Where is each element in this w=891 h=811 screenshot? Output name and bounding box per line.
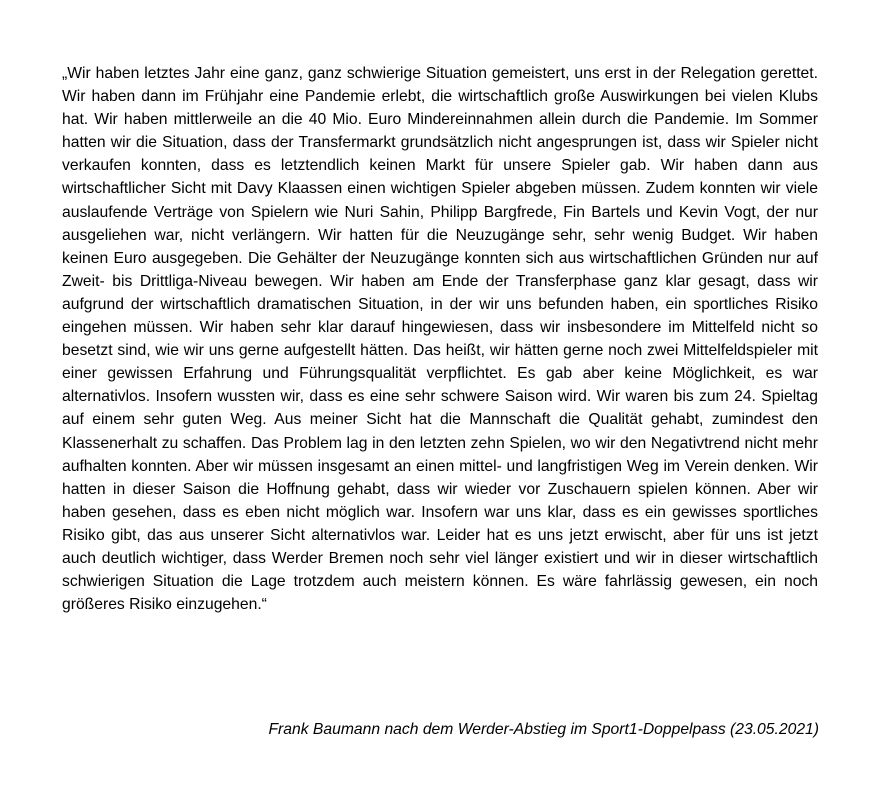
quote-attribution: Frank Baumann nach dem Werder-Abstieg im Sport1-Doppelpass (23.05.2021) xyxy=(268,721,819,738)
quote-paragraph: „Wir haben letztes Jahr eine ganz, ganz schwierige Situation gemeistert, uns erst in der Relegation gerettet. Wir haben dann im Frühjahr eine Pandemie erlebt, die wirtschaftlich große Auswirkungen bei vielen Klubs hat. Wir haben mittlerweile an die 40 Mio. Euro Mindereinnahmen allein durch die Pandemie. Im Sommer hatten wir die Situation, dass der Transfermarkt grundsätzlich nicht angesprungen ist, dass wir Spieler nicht verkaufen konnten, dass es letztendlich keinen Markt für unsere Spieler gab. Wir haben dann aus wirtschaftlicher Sicht mit Davy Klaassen einen wichtigen Spieler abgeben müssen. Zudem konnten wir viele auslaufende Verträge von Spielern wie Nuri Sahin, Philipp Bargfrede, Fin Bartels und Kevin Vogt, der nur ausgeliehen war, nicht verlängern. Wir hatten für die Neuzugänge sehr, sehr wenig Budget. Wir haben keinen Euro ausgegeben. Die Gehälter der Neuzugänge konnten sich aus wirtschaftlichen Gründen nur auf Zweit- bis Drittliga-Niveau bewegen. Wir haben am Ende der Transferphase ganz klar gesagt, dass wir aufgrund der wirtschaftlich dramatischen Situation, in der wir uns befunden haben, ein sportliches Risiko eingehen müssen. Wir haben sehr klar darauf hingewiesen, dass wir insbesondere im Mittelfeld nicht so besetzt sind, wie wir uns gerne aufgestellt hätten. Das heißt, wir hätten gerne noch zwei Mittelfeldspieler mit einer gewissen Erfahrung und Führungsqualität verpflichtet. Es gab aber keine Möglichkeit, es war alternativlos. Insofern wussten wir, dass es eine sehr schwere Saison wird. Wir waren bis zum 24. Spieltag auf einem sehr guten Weg. Aus meiner Sicht hat die Mannschaft die Qualität gehabt, zumindest den Klassenerhalt zu schaffen. Das Problem lag in den letzten zehn Spielen, wo wir den Negativtrend nicht mehr aufhalten konnten. Aber wir müssen insgesamt an einen mittel- und langfristigen Weg im Verein denken. Wir hatten in dieser Saison die Hoffnung gehabt, dass wir wieder vor Zuschauern spielen können. Aber wir haben gesehen, dass es eben nicht möglich war. Insofern war uns klar, dass es ein gewisses sportliches Risiko gibt, das aus unserer Sicht alternativlos war. Leider hat es uns jetzt erwischt, aber für uns ist jetzt auch deutlich wichtiger, dass Werder Bremen noch sehr viel länger existiert und wir in dieser wirtschaftlich schwierigen Situation die Lage trotzdem auch meistern können. Es wäre fahrlässig gewesen, ein noch größeres Risiko einzugehen.“ xyxy=(62,65,818,614)
